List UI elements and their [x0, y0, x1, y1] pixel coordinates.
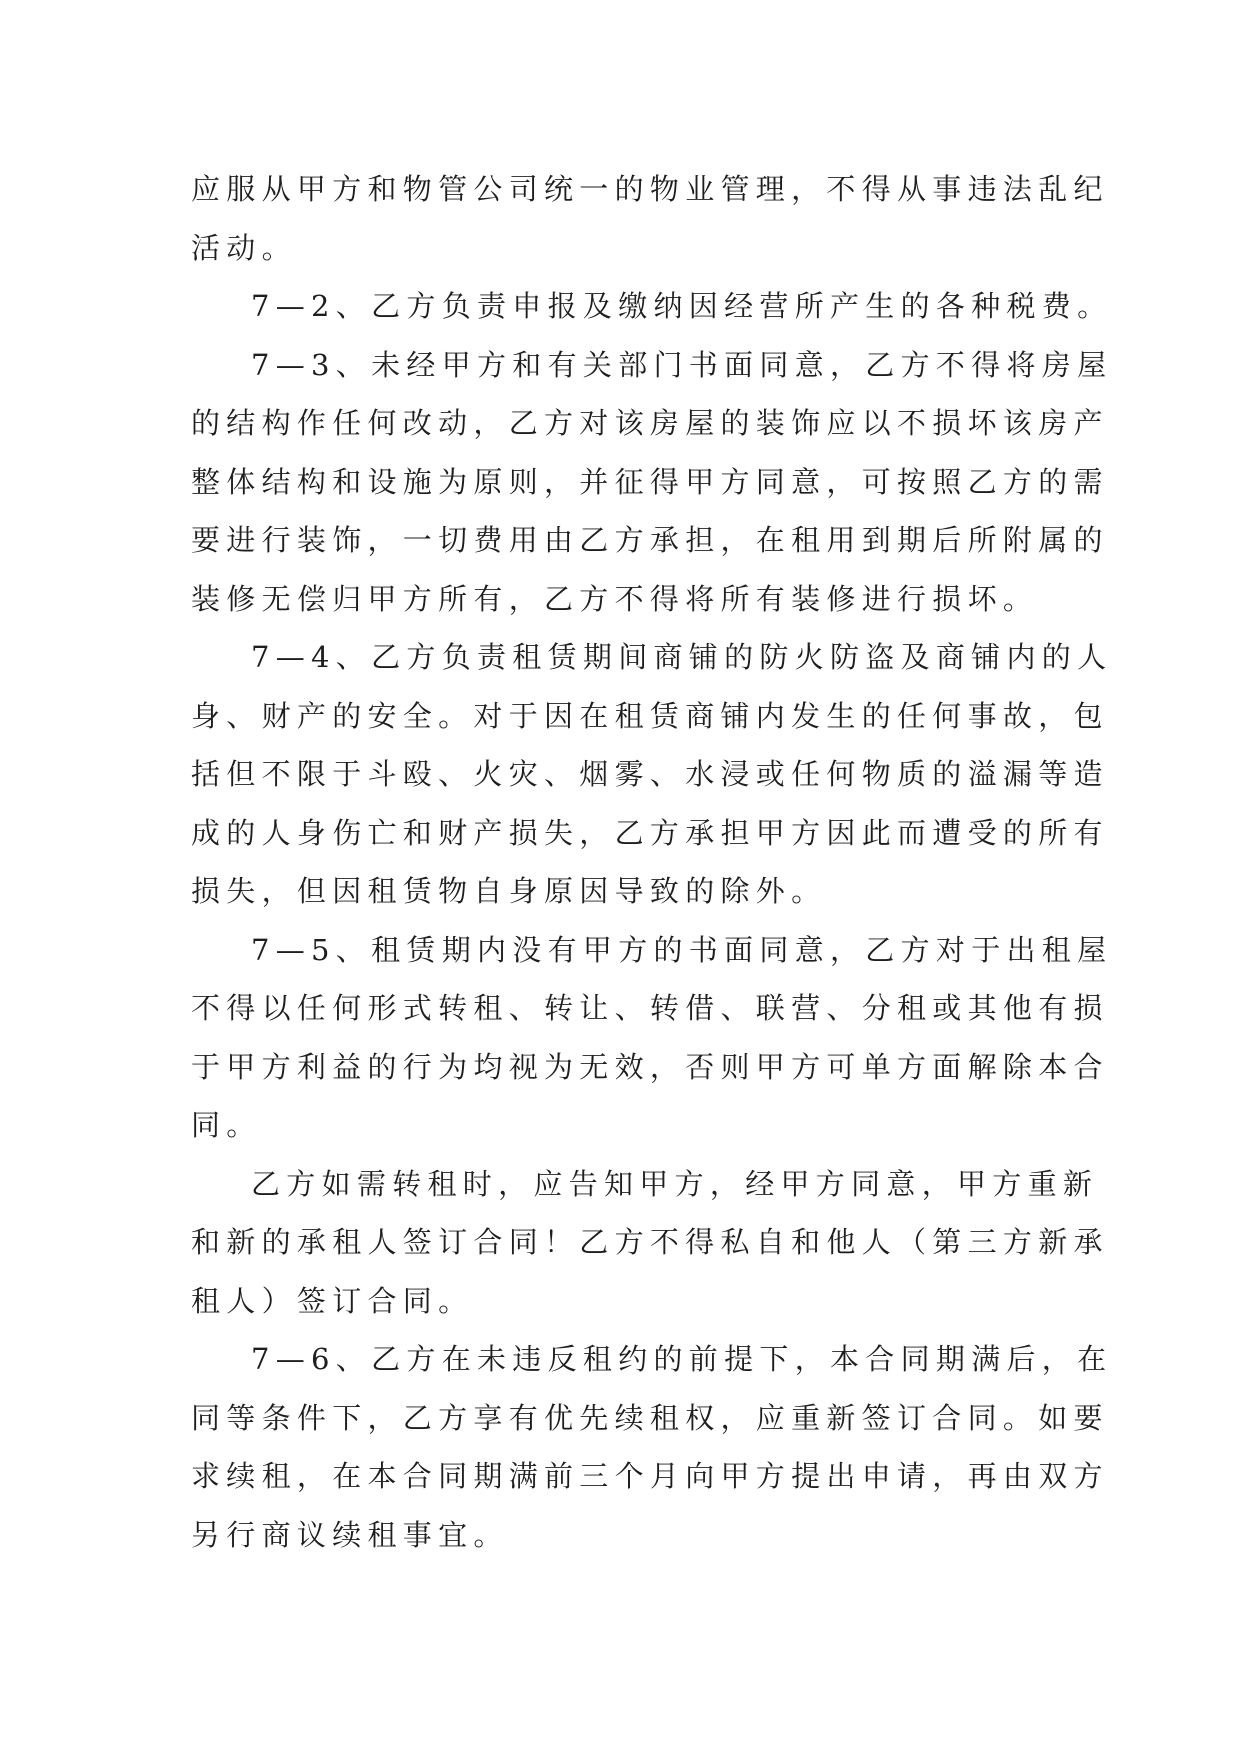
paragraph-clause-7-2 [191, 277, 1113, 336]
text-line: 7—3、未经甲方和有关部门书面同意，乙方不得将房屋 [251, 347, 1113, 382]
text-line: 不得以任何形式转租、转让、转借、联营、分租或其他有损 [191, 991, 1109, 1025]
document-body [191, 160, 1113, 1564]
text-line: 损失，但因租赁物自身原因导致的除外。 [191, 874, 827, 908]
text-line: 要进行装饰，一切费用由乙方承担，在租用到期后所附属的 [191, 523, 1109, 557]
text-line: 7—6、乙方在未违反租约的前提下，本合同期满后，在 [251, 1342, 1113, 1376]
text-line: 装修无偿归甲方所有，乙方不得将所有装修进行损坏。 [191, 581, 1039, 616]
text-line: 和新的承租人签订合同！乙方不得私自和他人（第三方新承 [191, 1225, 1109, 1259]
text-line: 租人）签订合同。 [191, 1283, 474, 1318]
text-line: 同。 [191, 1108, 262, 1142]
paragraph-clause-7-3 [191, 336, 1113, 629]
text-line: 整体结构和设施为原则，并征得甲方同意，可按照乙方的需 [191, 464, 1109, 499]
text-line: 成的人身伤亡和财产损失，乙方承担甲方因此而遭受的所有 [191, 815, 1109, 850]
text-line: 7—2、乙方负责申报及缴纳因经营所产生的各种税费。 [251, 289, 1113, 323]
text-line: 7—5、租赁期内没有甲方的书面同意，乙方对于出租屋 [251, 932, 1113, 967]
text-line: 活动。 [191, 230, 297, 265]
text-line: 乙方如需转租时，应告知甲方，经甲方同意，甲方重新 [251, 1166, 1099, 1201]
paragraph-sublease-note [191, 1155, 1109, 1331]
text-line: 7—4、乙方负责租赁期间商铺的防火防盗及商铺内的人 [251, 640, 1113, 674]
text-line: 求续租，在本合同期满前三个月向甲方提出申请，再由双方 [191, 1459, 1109, 1493]
paragraph-clause-7-6 [191, 1330, 1113, 1564]
paragraph-clause-7-4 [191, 628, 1113, 921]
text-line: 身、财产的安全。对于因在租赁商铺内发生的任何事故，包 [191, 698, 1109, 733]
text-line: 的结构作任何改动，乙方对该房屋的装饰应以不损坏该房产 [191, 406, 1109, 440]
text-line: 同等条件下，乙方享有优先续租权，应重新签订合同。如要 [191, 1400, 1109, 1435]
paragraph-clause-7-5 [191, 921, 1113, 1155]
text-line: 括但不限于斗殴、火灾、烟雾、水浸或任何物质的溢漏等造 [191, 757, 1109, 791]
paragraph-continuation [191, 160, 1109, 277]
text-line: 应服从甲方和物管公司统一的物业管理，不得从事违法乱纪 [191, 172, 1109, 206]
text-line: 另行商议续租事宜。 [191, 1517, 509, 1552]
text-line: 于甲方利益的行为均视为无效，否则甲方可单方面解除本合 [191, 1049, 1109, 1084]
